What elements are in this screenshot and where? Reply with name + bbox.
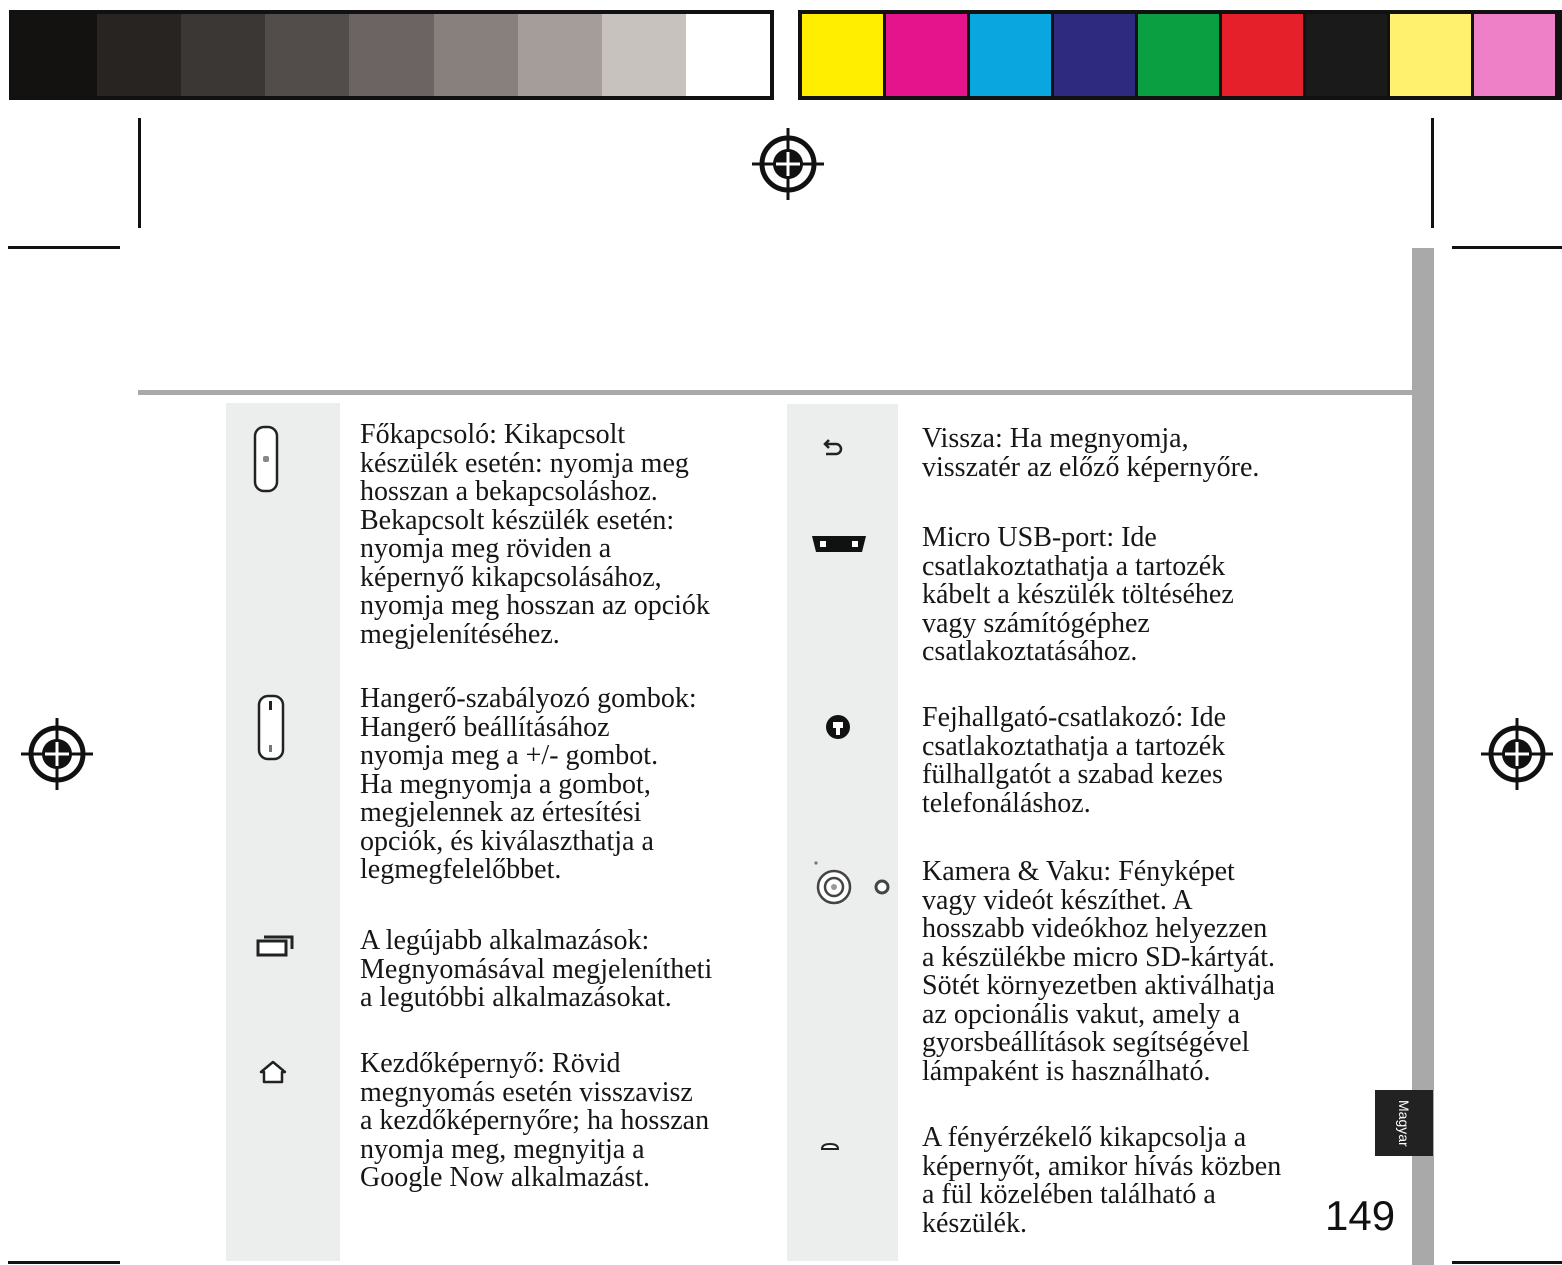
color-swatch [518, 14, 602, 96]
volume-buttons-icon [256, 693, 286, 763]
recent-apps-description: A legújabb alkalmazások: Megnyomásával megjelenítheti a legutóbbi alkalmazásokat. [360, 925, 713, 1014]
registration-mark-icon [750, 126, 826, 202]
back-icon [820, 437, 844, 459]
crop-mark [1431, 118, 1434, 228]
back-description: Vissza: Ha megnyomja, visszatér az előző képernyőre. [922, 423, 1260, 483]
light-sensor-description: A fényérzékelő kikapcsolja a képernyőt, amikor hívás közben a fül közelében található a készülék. [922, 1122, 1282, 1239]
color-swatch [434, 14, 518, 96]
color-swatch [181, 14, 265, 96]
color-swatch [1222, 14, 1303, 96]
color-swatch [13, 14, 97, 96]
color-swatch [265, 14, 349, 96]
home-icon [258, 1059, 288, 1085]
crop-mark [1452, 246, 1562, 249]
color-swatch [1054, 14, 1135, 96]
color-swatch [802, 14, 883, 96]
language-tab [1375, 1090, 1433, 1156]
headphone-jack-icon [825, 714, 851, 740]
crop-mark [8, 246, 120, 249]
language-label: Magyar [1396, 1099, 1412, 1147]
camera-flash-description: Kamera & Vaku: Fényképet vagy videót készíthet. A hosszabb videókhoz helyezzen a készülékbe micro SD-kártyát. Sötét környezetben aktiválhatja az opcionális vakut, amely a gyorsbeállítások segítségével lámpaként is használható. [922, 856, 1275, 1087]
crop-mark [138, 118, 141, 228]
left-icon-column [226, 403, 340, 1261]
power-button-icon [252, 424, 280, 494]
crop-mark [8, 1261, 120, 1264]
process-color-bar [798, 10, 1562, 100]
color-swatch [1390, 14, 1471, 96]
color-swatch [1138, 14, 1219, 96]
color-swatch [1306, 14, 1387, 96]
registration-mark-icon [19, 716, 95, 792]
micro-usb-description: Micro USB-port: Ide csatlakoztathatja a tartozék kábelt a készülék töltéséhez vagy számítógéphez csatlakoztatásához. [922, 522, 1234, 668]
color-swatch [602, 14, 686, 96]
color-swatch [886, 14, 967, 96]
recent-apps-icon [255, 932, 295, 960]
color-swatch [970, 14, 1051, 96]
power-button-description: Főkapcsoló: Kikapcsolt készülék esetén: nyomja meg hosszan a bekapcsoláshoz. Bekapcsolt készülék esetén: nyomja meg röviden a képernyő kikapcsolásához, nyomja meg hosszan az opciók megjelenítéséhez. [360, 419, 710, 650]
color-swatch [349, 14, 433, 96]
micro-usb-icon [810, 532, 868, 556]
light-sensor-icon [820, 1140, 840, 1156]
color-swatch [97, 14, 181, 96]
page-number: 149 [1325, 1192, 1396, 1239]
headphone-jack-description: Fejhallgató-csatlakozó: Ide csatlakoztathatja a tartozék fülhallgatót a szabad kezes telefonáláshoz. [922, 702, 1226, 819]
camera-flash-icon [812, 857, 894, 909]
color-swatch [1474, 14, 1555, 96]
crop-mark [1452, 1261, 1562, 1264]
color-swatch [686, 14, 770, 96]
grayscale-color-bar [9, 10, 774, 100]
volume-buttons-description: Hangerő-szabályozó gombok: Hangerő beállításához nyomja meg a +/- gombot. Ha megnyomja a gombot, megjelennek az értesítési opciók, és kiválaszthatja a legmegfelelőbbet. [360, 683, 697, 886]
header-rule [138, 390, 1414, 395]
home-description: Kezdőképernyő: Rövid megnyomás esetén visszavisz a kezdőképernyőre; ha hosszan nyomja meg, megnyitja a Google Now alkalmazást. [360, 1048, 710, 1194]
registration-mark-icon [1479, 716, 1555, 792]
